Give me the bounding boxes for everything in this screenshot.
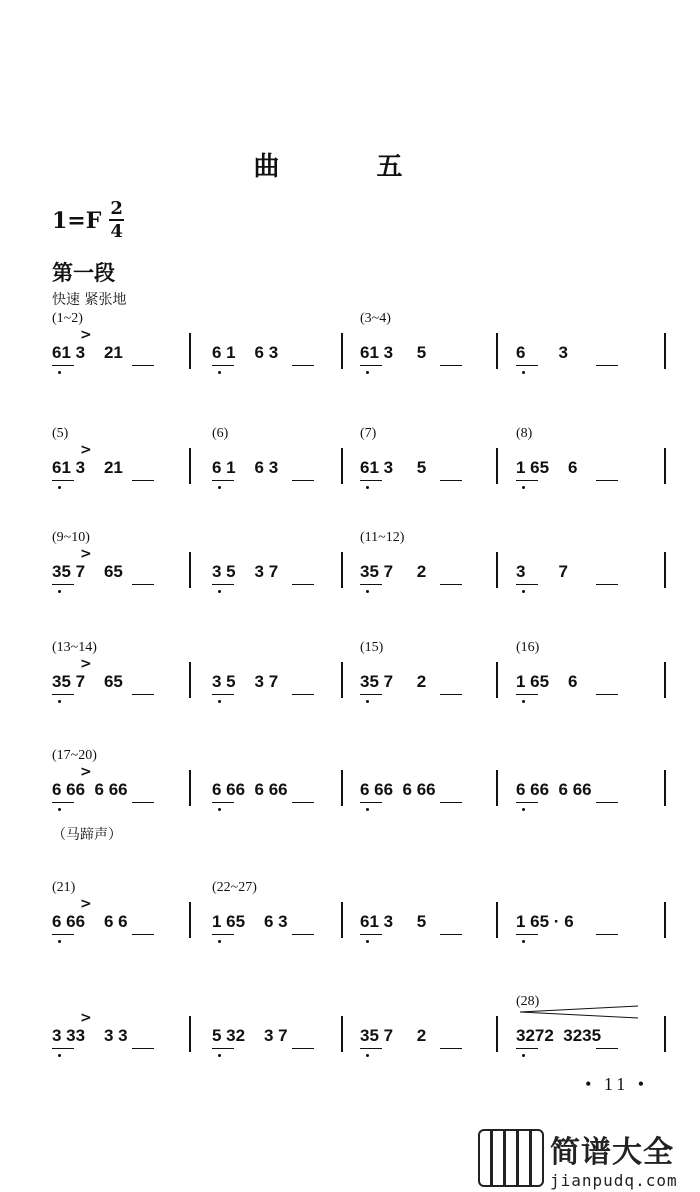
octave-dot <box>58 486 61 489</box>
watermark-url: jianpudq.com <box>550 1170 678 1190</box>
beam-line <box>132 584 154 585</box>
beam-line <box>596 1048 618 1049</box>
measure: 1 65 6 <box>516 672 578 691</box>
bar-line <box>189 662 191 698</box>
accent-mark: > <box>80 1010 92 1026</box>
measure: 35 7 65 <box>52 672 123 691</box>
time-numerator: 2 <box>110 198 123 219</box>
beam-line <box>212 802 234 803</box>
rehearsal-mark: (13~14) <box>52 640 97 655</box>
measure: 5 32 3 7 <box>212 1026 288 1045</box>
section-heading: 第一段 <box>52 261 115 285</box>
bar-line <box>664 770 666 806</box>
bar-line <box>496 1016 498 1052</box>
beam-line <box>596 802 618 803</box>
octave-dot <box>218 486 221 489</box>
beam-line <box>292 934 314 935</box>
bar-line <box>341 662 343 698</box>
octave-dot <box>58 700 61 703</box>
bar-line <box>189 902 191 938</box>
beam-line <box>212 365 234 366</box>
beam-line <box>212 694 234 695</box>
beam-line <box>132 694 154 695</box>
accent-mark: > <box>80 546 92 562</box>
measure: 6 66 6 66 <box>360 780 436 799</box>
measure: 3 7 <box>516 562 568 581</box>
beam-line <box>516 480 538 481</box>
measure: 61 3 21 <box>52 343 123 362</box>
octave-dot <box>218 808 221 811</box>
bar-line <box>189 770 191 806</box>
beam-line <box>292 480 314 481</box>
measure: 3 5 3 7 <box>212 672 279 691</box>
bar-line <box>189 333 191 369</box>
measure: 61 3 5 <box>360 912 427 931</box>
beam-line <box>360 802 382 803</box>
bar-line <box>496 448 498 484</box>
beam-line <box>292 584 314 585</box>
beam-line <box>292 1048 314 1049</box>
octave-dot <box>522 371 525 374</box>
rehearsal-mark: (21) <box>52 880 76 895</box>
beam-line <box>516 802 538 803</box>
measure: 3 33 3 3 <box>52 1026 128 1045</box>
beam-line <box>440 584 462 585</box>
beam-line <box>292 802 314 803</box>
octave-dot <box>58 371 61 374</box>
beam-line <box>596 365 618 366</box>
bar-line <box>664 1016 666 1052</box>
beam-line <box>52 365 74 366</box>
bar-line <box>496 662 498 698</box>
octave-dot <box>58 590 61 593</box>
beam-line <box>132 365 154 366</box>
rehearsal-mark: (7) <box>360 426 377 441</box>
hairpin-icon <box>520 1005 640 1019</box>
beam-line <box>516 694 538 695</box>
bar-line <box>341 333 343 369</box>
watermark-logo <box>478 1124 700 1192</box>
beam-line <box>596 934 618 935</box>
beam-line <box>132 934 154 935</box>
beam-line <box>212 934 234 935</box>
page-number: • 11 • <box>585 1074 648 1094</box>
octave-dot <box>218 700 221 703</box>
bar-line <box>341 1016 343 1052</box>
page-title: 曲 五 <box>253 152 447 182</box>
measure: 3272 3235 <box>516 1026 602 1045</box>
rehearsal-mark: (1~2) <box>52 311 83 326</box>
watermark-text: 简谱大全 <box>550 1134 674 1170</box>
measure: 61 3 5 <box>360 343 427 362</box>
bar-line <box>341 448 343 484</box>
bar-line <box>189 1016 191 1052</box>
bar-line <box>664 902 666 938</box>
measure: 6 66 6 66 <box>52 780 128 799</box>
octave-dot <box>366 590 369 593</box>
beam-line <box>132 1048 154 1049</box>
measure: 6 1 6 3 <box>212 343 279 362</box>
rehearsal-mark: (28) <box>516 994 540 1009</box>
bar-line <box>664 662 666 698</box>
beam-line <box>292 694 314 695</box>
beam-line <box>440 934 462 935</box>
beam-line <box>360 584 382 585</box>
beam-line <box>516 365 538 366</box>
accent-mark: > <box>80 896 92 912</box>
octave-dot <box>58 808 61 811</box>
tempo-marking: 快速 紧张地 <box>52 292 127 308</box>
measure: 6 66 6 6 <box>52 912 128 931</box>
bar-line <box>664 448 666 484</box>
octave-dot <box>366 940 369 943</box>
beam-line <box>212 480 234 481</box>
beam-line <box>132 802 154 803</box>
bar-line <box>341 552 343 588</box>
octave-dot <box>366 700 369 703</box>
beam-line <box>52 802 74 803</box>
measure: 6 66 6 66 <box>212 780 288 799</box>
measure: 35 7 2 <box>360 562 427 581</box>
octave-dot <box>366 486 369 489</box>
measure: 6 3 <box>516 343 568 362</box>
beam-line <box>440 480 462 481</box>
beam-line <box>52 584 74 585</box>
piano-icon <box>478 1129 544 1187</box>
octave-dot <box>522 808 525 811</box>
beam-line <box>596 480 618 481</box>
octave-dot <box>218 940 221 943</box>
rehearsal-mark: (8) <box>516 426 533 441</box>
beam-line <box>212 584 234 585</box>
beam-line <box>440 802 462 803</box>
beam-line <box>440 365 462 366</box>
octave-dot <box>522 700 525 703</box>
performance-note: （马蹄声） <box>52 827 122 843</box>
bar-line <box>496 552 498 588</box>
rehearsal-mark: (16) <box>516 640 540 655</box>
beam-line <box>440 694 462 695</box>
measure: 1 65 6 3 <box>212 912 288 931</box>
rehearsal-mark: (6) <box>212 426 229 441</box>
beam-line <box>360 365 382 366</box>
beam-line <box>516 1048 538 1049</box>
rehearsal-mark: (17~20) <box>52 748 97 763</box>
rehearsal-mark: (3~4) <box>360 311 391 326</box>
beam-line <box>360 1048 382 1049</box>
hairpin-line <box>520 1006 638 1018</box>
octave-dot <box>522 940 525 943</box>
bar-line <box>341 902 343 938</box>
beam-line <box>292 365 314 366</box>
rehearsal-mark: (9~10) <box>52 530 90 545</box>
measure: 35 7 65 <box>52 562 123 581</box>
beam-line <box>516 584 538 585</box>
accent-mark: > <box>80 656 92 672</box>
key-text: 1=F <box>52 207 102 234</box>
octave-dot <box>366 1054 369 1057</box>
octave-dot <box>218 590 221 593</box>
time-signature <box>109 200 124 241</box>
beam-line <box>132 480 154 481</box>
accent-mark: > <box>80 327 92 343</box>
accent-mark: > <box>80 442 92 458</box>
octave-dot <box>522 486 525 489</box>
beam-line <box>52 934 74 935</box>
measure: 1 65 · 6 <box>516 912 574 931</box>
octave-dot <box>218 1054 221 1057</box>
measure: 35 7 2 <box>360 1026 427 1045</box>
octave-dot <box>366 371 369 374</box>
measure: 1 65 6 <box>516 458 578 477</box>
beam-line <box>52 694 74 695</box>
octave-dot <box>522 590 525 593</box>
octave-dot <box>218 371 221 374</box>
octave-dot <box>58 940 61 943</box>
beam-line <box>52 1048 74 1049</box>
accent-mark: > <box>80 764 92 780</box>
beam-line <box>212 1048 234 1049</box>
rehearsal-mark: (11~12) <box>360 530 405 545</box>
beam-line <box>360 480 382 481</box>
measure: 3 5 3 7 <box>212 562 279 581</box>
bar-line <box>496 902 498 938</box>
bar-line <box>496 770 498 806</box>
octave-dot <box>366 808 369 811</box>
beam-line <box>516 934 538 935</box>
beam-line <box>596 584 618 585</box>
bar-line <box>664 552 666 588</box>
key-signature <box>52 200 124 241</box>
time-denominator: 4 <box>110 221 123 242</box>
beam-line <box>440 1048 462 1049</box>
measure: 61 3 5 <box>360 458 427 477</box>
rehearsal-mark: (15) <box>360 640 384 655</box>
measure: 6 1 6 3 <box>212 458 279 477</box>
bar-line <box>496 333 498 369</box>
measure: 35 7 2 <box>360 672 427 691</box>
measure: 61 3 21 <box>52 458 123 477</box>
rehearsal-mark: (5) <box>52 426 69 441</box>
measure: 6 66 6 66 <box>516 780 592 799</box>
octave-dot <box>522 1054 525 1057</box>
beam-line <box>360 694 382 695</box>
bar-line <box>664 333 666 369</box>
beam-line <box>596 694 618 695</box>
bar-line <box>189 552 191 588</box>
beam-line <box>360 934 382 935</box>
bar-line <box>341 770 343 806</box>
rehearsal-mark: (22~27) <box>212 880 257 895</box>
bar-line <box>189 448 191 484</box>
octave-dot <box>58 1054 61 1057</box>
beam-line <box>52 480 74 481</box>
